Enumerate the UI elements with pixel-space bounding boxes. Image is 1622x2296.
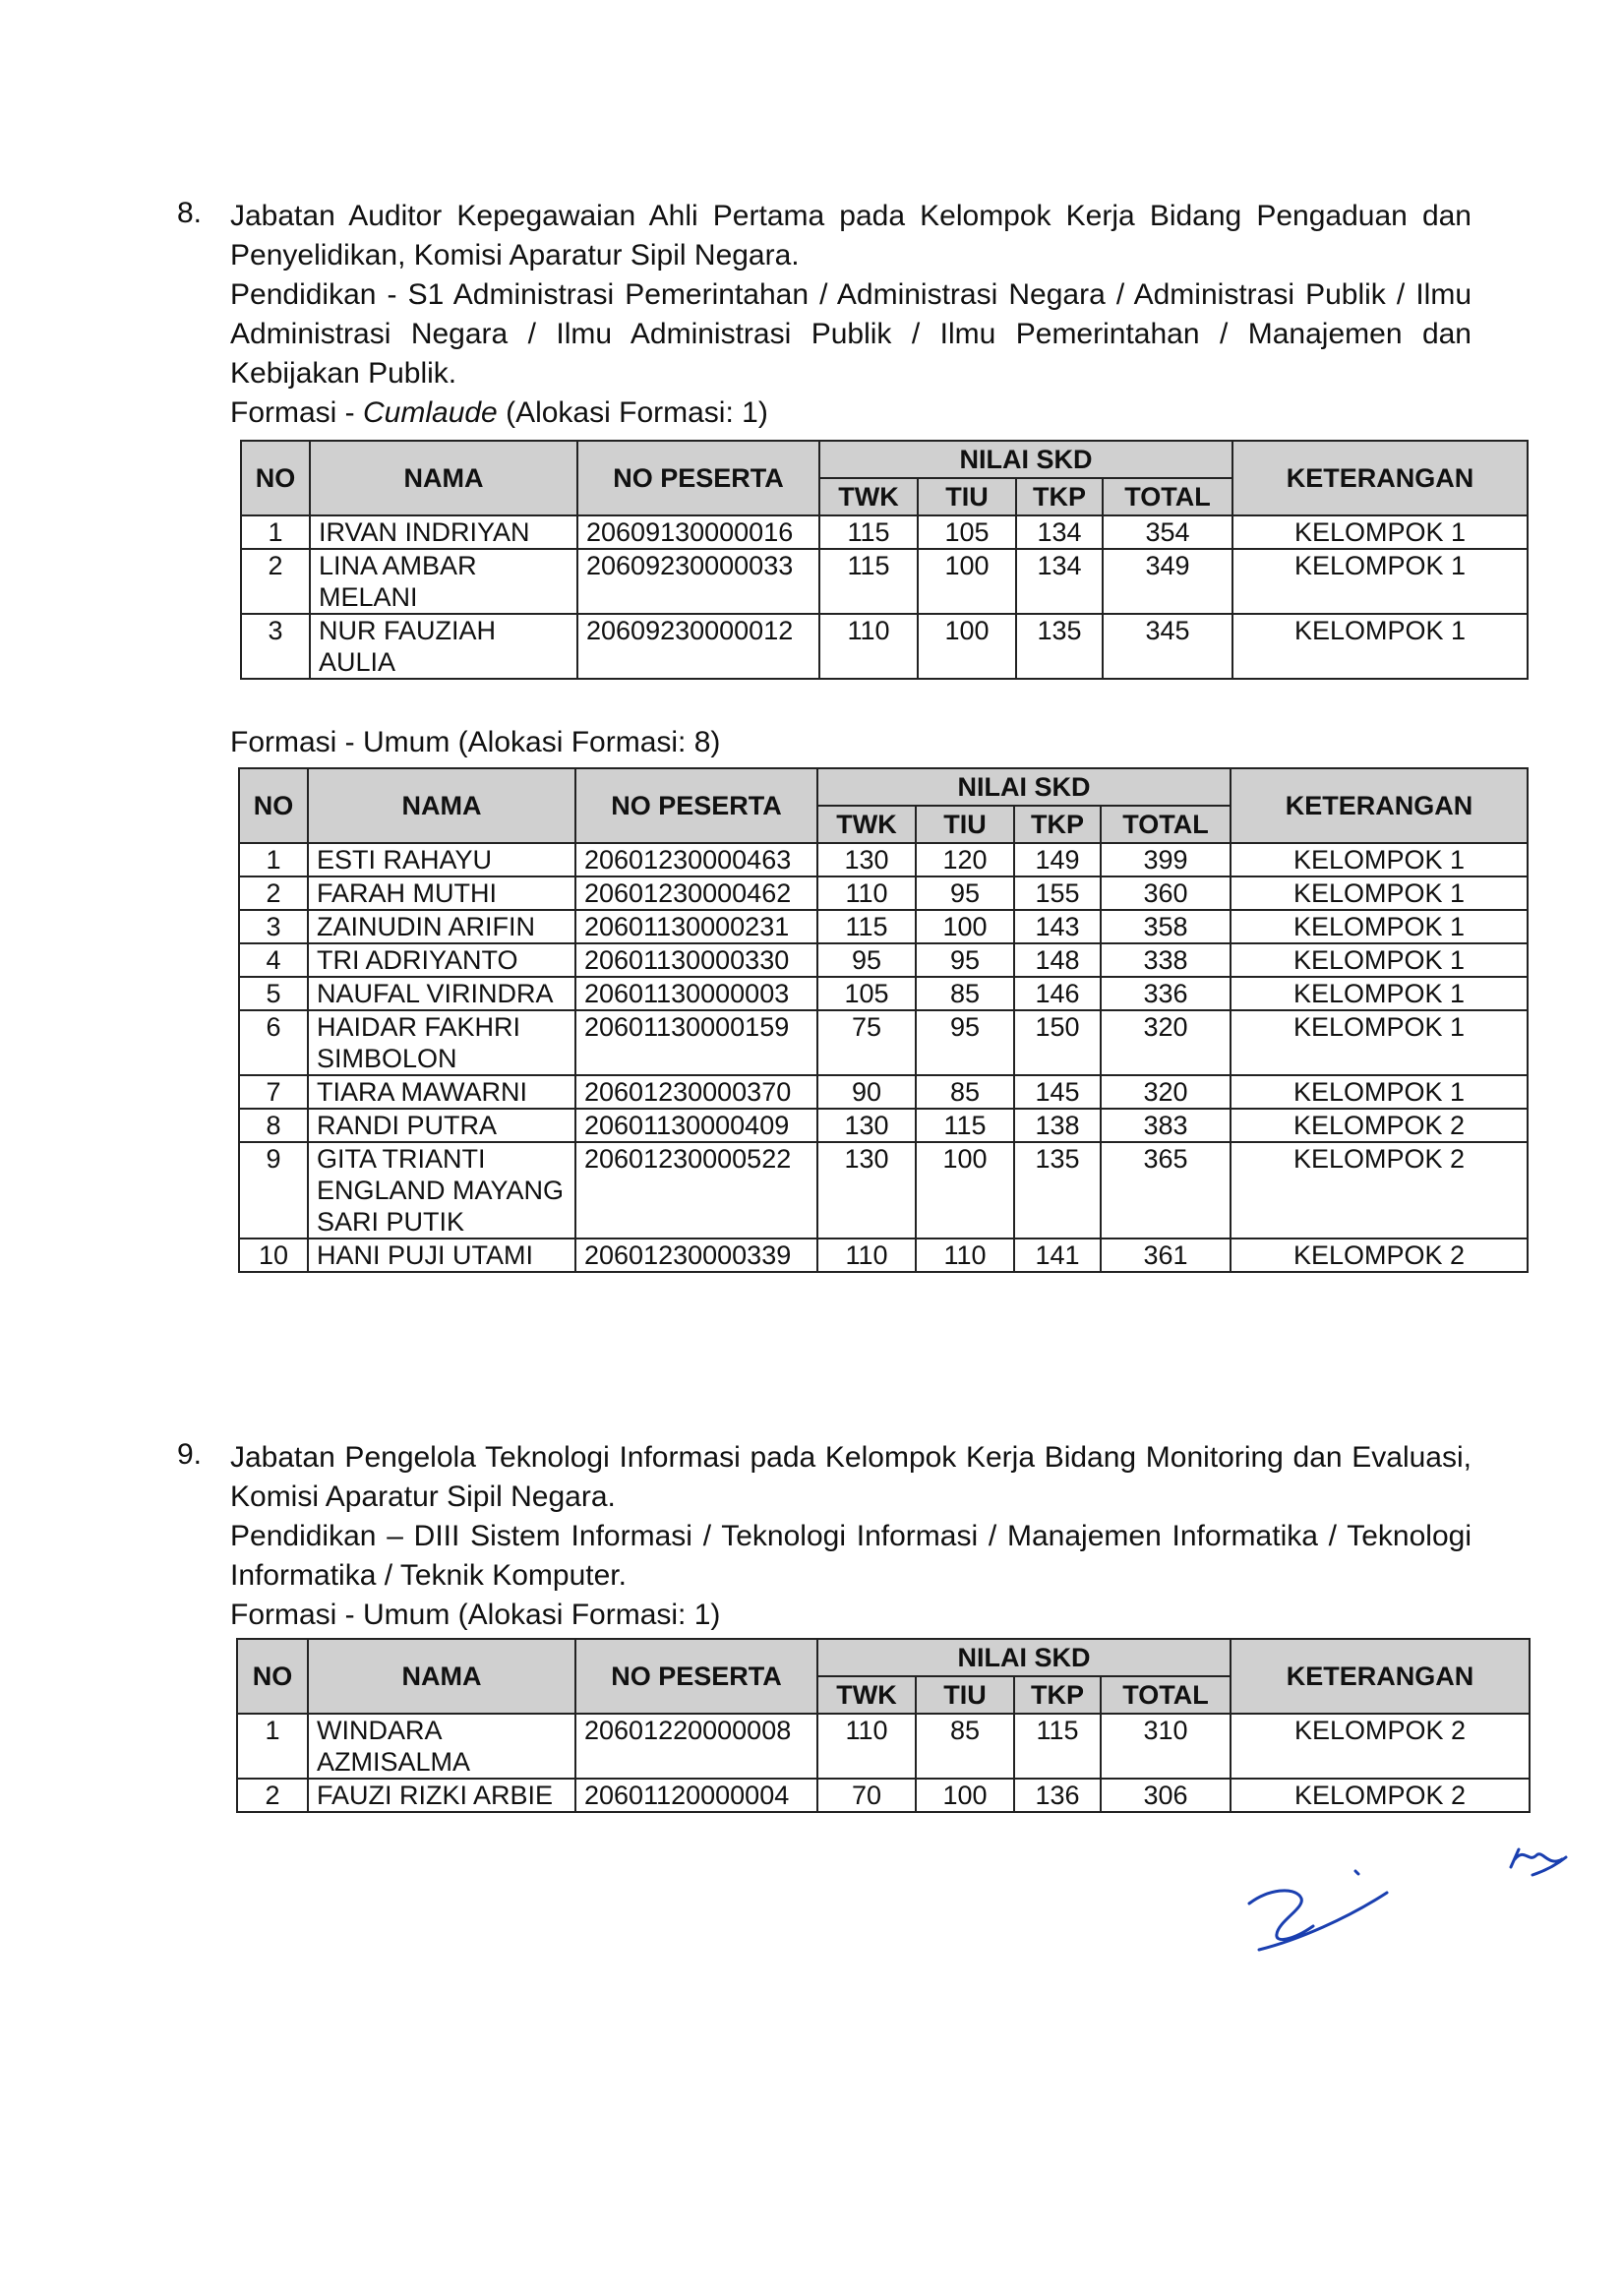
cell-keterangan: KELOMPOK 2 <box>1231 1142 1528 1239</box>
cell-no: 7 <box>239 1075 308 1109</box>
cell-tiu: 115 <box>916 1109 1014 1142</box>
table-row <box>239 1142 1528 1239</box>
cell-tiu: 95 <box>916 1010 1014 1075</box>
cell-no-peserta: 20601230000339 <box>575 1239 817 1272</box>
header-keterangan: KETERANGAN <box>1231 1639 1530 1714</box>
cell-no: 5 <box>239 977 308 1010</box>
header-no: NO <box>237 1639 308 1714</box>
cell-no: 2 <box>241 549 310 614</box>
cell-keterangan: KELOMPOK 1 <box>1232 515 1528 549</box>
cell-tkp: 145 <box>1014 1075 1101 1109</box>
cell-tiu: 105 <box>918 515 1016 549</box>
cell-no: 2 <box>239 876 308 910</box>
cell-keterangan: KELOMPOK 1 <box>1231 1075 1528 1109</box>
header-total: TOTAL <box>1101 806 1231 843</box>
formasi-label: Formasi - Umum (Alokasi Formasi: 1) <box>230 1599 721 1631</box>
cell-keterangan: KELOMPOK 1 <box>1231 1010 1528 1075</box>
cell-tkp: 150 <box>1014 1010 1101 1075</box>
cell-total: 360 <box>1101 876 1231 910</box>
header-tkp: TKP <box>1014 806 1101 843</box>
cell-tkp: 138 <box>1014 1109 1101 1142</box>
header-no: NO <box>241 441 310 515</box>
cell-tiu: 100 <box>916 1779 1014 1812</box>
header-nilai-skd: NILAI SKD <box>819 441 1232 478</box>
cell-twk: 75 <box>817 1010 916 1075</box>
cell-tkp: 135 <box>1014 1142 1101 1239</box>
header-twk: TWK <box>817 806 916 843</box>
section-number: 9. <box>177 1438 203 1471</box>
cell-twk: 105 <box>817 977 916 1010</box>
header-nama: NAMA <box>310 441 577 515</box>
cell-no: 1 <box>239 843 308 876</box>
cell-keterangan: KELOMPOK 1 <box>1231 943 1528 977</box>
formasi-label: Formasi - Cumlaude (Alokasi Formasi: 1) <box>230 396 768 429</box>
cell-tkp: 149 <box>1014 843 1101 876</box>
jabatan-text: Jabatan Pengelola Teknologi Informasi pada Kelompok Kerja Bidang Monitoring dan Evaluasi, Komisi Aparatur Sipil Negara. <box>230 1441 1472 1513</box>
cell-no-peserta: 20601130000231 <box>575 910 817 943</box>
signature-mark <box>1239 1849 1397 1958</box>
table-row <box>239 876 1528 910</box>
cell-nama: TIARA MAWARNI <box>308 1075 575 1109</box>
header-nilai-skd: NILAI SKD <box>817 768 1231 806</box>
cell-tiu: 85 <box>916 977 1014 1010</box>
table-row <box>241 614 1528 679</box>
cell-nama: LINA AMBAR MELANI <box>310 549 577 614</box>
cell-no: 2 <box>237 1779 308 1812</box>
table-row <box>239 910 1528 943</box>
header-tiu: TIU <box>916 1676 1014 1714</box>
cell-no: 10 <box>239 1239 308 1272</box>
cell-total: 338 <box>1101 943 1231 977</box>
table-row <box>237 1779 1530 1812</box>
cell-no: 4 <box>239 943 308 977</box>
results-table-umum <box>238 767 1529 1273</box>
cell-nama: NAUFAL VIRINDRA <box>308 977 575 1010</box>
cell-no: 9 <box>239 1142 308 1239</box>
cell-tiu: 120 <box>916 843 1014 876</box>
header-tiu: TIU <box>916 806 1014 843</box>
section-text <box>230 197 1472 433</box>
cell-twk: 115 <box>819 549 918 614</box>
header-twk: TWK <box>819 478 918 515</box>
cell-keterangan: KELOMPOK 1 <box>1232 549 1528 614</box>
pendidikan-text: Pendidikan - S1 Administrasi Pemerintahan / Administrasi Negara / Administrasi Publik / Ilmu Administrasi Negara / Ilmu Administrasi Publik / Ilmu Pemerintahan / Manajemen dan Kebijakan Publik. <box>230 278 1472 390</box>
table-row <box>239 1239 1528 1272</box>
header-tkp: TKP <box>1016 478 1103 515</box>
initial-mark <box>1503 1838 1572 1887</box>
cell-twk: 115 <box>819 515 918 549</box>
cell-no: 8 <box>239 1109 308 1142</box>
cell-no-peserta: 20609230000033 <box>577 549 819 614</box>
header-total: TOTAL <box>1101 1676 1231 1714</box>
cell-tiu: 100 <box>916 1142 1014 1239</box>
cell-keterangan: KELOMPOK 1 <box>1231 910 1528 943</box>
table-row <box>241 549 1528 614</box>
cell-keterangan: KELOMPOK 1 <box>1231 843 1528 876</box>
cell-tiu: 95 <box>916 876 1014 910</box>
cell-keterangan: KELOMPOK 1 <box>1231 876 1528 910</box>
header-tkp: TKP <box>1014 1676 1101 1714</box>
cell-nama: NUR FAUZIAH AULIA <box>310 614 577 679</box>
cell-tiu: 85 <box>916 1714 1014 1779</box>
header-nama: NAMA <box>308 768 575 843</box>
header-nilai-skd: NILAI SKD <box>817 1639 1231 1676</box>
cell-no-peserta: 20601230000462 <box>575 876 817 910</box>
results-table-section-9 <box>236 1638 1531 1813</box>
cell-tiu: 110 <box>916 1239 1014 1272</box>
jabatan-text: Jabatan Auditor Kepegawaian Ahli Pertama pada Kelompok Kerja Bidang Pengaduan dan Penyelidikan, Komisi Aparatur Sipil Negara. <box>230 200 1472 272</box>
cell-tkp: 115 <box>1014 1714 1101 1779</box>
cell-twk: 70 <box>817 1779 916 1812</box>
cell-nama: RANDI PUTRA <box>308 1109 575 1142</box>
section-text <box>230 1438 1472 1635</box>
cell-tkp: 135 <box>1016 614 1103 679</box>
cell-total: 345 <box>1103 614 1232 679</box>
cell-tiu: 95 <box>916 943 1014 977</box>
cell-tiu: 85 <box>916 1075 1014 1109</box>
cell-twk: 110 <box>817 1239 916 1272</box>
cell-twk: 130 <box>817 1109 916 1142</box>
cell-total: 361 <box>1101 1239 1231 1272</box>
cell-total: 349 <box>1103 549 1232 614</box>
cell-tkp: 136 <box>1014 1779 1101 1812</box>
cell-no-peserta: 20601230000370 <box>575 1075 817 1109</box>
cell-no-peserta: 20601220000008 <box>575 1714 817 1779</box>
cell-keterangan: KELOMPOK 1 <box>1231 977 1528 1010</box>
table-row <box>241 515 1528 549</box>
cell-twk: 130 <box>817 1142 916 1239</box>
cell-no-peserta: 20601130000409 <box>575 1109 817 1142</box>
section-number: 8. <box>177 197 203 229</box>
cell-no-peserta: 20601230000463 <box>575 843 817 876</box>
cell-tkp: 134 <box>1016 515 1103 549</box>
cell-nama: HANI PUJI UTAMI <box>308 1239 575 1272</box>
header-no-peserta: NO PESERTA <box>575 1639 817 1714</box>
cell-twk: 90 <box>817 1075 916 1109</box>
cell-tiu: 100 <box>916 910 1014 943</box>
table-row <box>239 1010 1528 1075</box>
cell-tkp: 148 <box>1014 943 1101 977</box>
cell-nama: ESTI RAHAYU <box>308 843 575 876</box>
header-keterangan: KETERANGAN <box>1231 768 1528 843</box>
cell-no-peserta: 20609130000016 <box>577 515 819 549</box>
cell-total: 358 <box>1101 910 1231 943</box>
cell-nama: HAIDAR FAKHRI SIMBOLON <box>308 1010 575 1075</box>
cell-total: 320 <box>1101 1075 1231 1109</box>
formasi-label: Formasi - Umum (Alokasi Formasi: 8) <box>230 726 721 758</box>
cell-keterangan: KELOMPOK 2 <box>1231 1779 1530 1812</box>
cell-no: 1 <box>241 515 310 549</box>
cell-keterangan: KELOMPOK 2 <box>1231 1714 1530 1779</box>
cell-twk: 110 <box>819 614 918 679</box>
cell-keterangan: KELOMPOK 2 <box>1231 1239 1528 1272</box>
cell-tkp: 141 <box>1014 1239 1101 1272</box>
header-no: NO <box>239 768 308 843</box>
cell-no: 3 <box>241 614 310 679</box>
cell-total: 310 <box>1101 1714 1231 1779</box>
cell-total: 383 <box>1101 1109 1231 1142</box>
table-row <box>239 977 1528 1010</box>
cell-no-peserta: 20601130000159 <box>575 1010 817 1075</box>
cell-no-peserta: 20601130000330 <box>575 943 817 977</box>
cell-no: 3 <box>239 910 308 943</box>
cell-nama: ZAINUDIN ARIFIN <box>308 910 575 943</box>
cell-total: 306 <box>1101 1779 1231 1812</box>
table-row <box>239 943 1528 977</box>
cell-tkp: 146 <box>1014 977 1101 1010</box>
header-twk: TWK <box>817 1676 916 1714</box>
header-no-peserta: NO PESERTA <box>575 768 817 843</box>
cell-tiu: 100 <box>918 614 1016 679</box>
cell-tkp: 155 <box>1014 876 1101 910</box>
table-row <box>237 1714 1530 1779</box>
cell-no-peserta: 20601230000522 <box>575 1142 817 1239</box>
table-row <box>239 843 1528 876</box>
cell-no: 6 <box>239 1010 308 1075</box>
cell-nama: GITA TRIANTI ENGLAND MAYANG SARI PUTIK <box>308 1142 575 1239</box>
cell-total: 365 <box>1101 1142 1231 1239</box>
cell-no: 1 <box>237 1714 308 1779</box>
cell-total: 399 <box>1101 843 1231 876</box>
cell-tkp: 143 <box>1014 910 1101 943</box>
cell-twk: 110 <box>817 1714 916 1779</box>
cell-tiu: 100 <box>918 549 1016 614</box>
results-table-cumlaude <box>240 440 1529 680</box>
cell-nama: FARAH MUTHI <box>308 876 575 910</box>
cell-nama: FAUZI RIZKI ARBIE <box>308 1779 575 1812</box>
header-total: TOTAL <box>1103 478 1232 515</box>
table-row <box>239 1109 1528 1142</box>
cell-nama: WINDARA AZMISALMA <box>308 1714 575 1779</box>
header-tiu: TIU <box>918 478 1016 515</box>
pendidikan-text: Pendidikan – DIII Sistem Informasi / Teknologi Informasi / Manajemen Informatika / Teknologi Informatika / Teknik Komputer. <box>230 1520 1472 1592</box>
cell-twk: 95 <box>817 943 916 977</box>
cell-keterangan: KELOMPOK 1 <box>1232 614 1528 679</box>
cell-tkp: 134 <box>1016 549 1103 614</box>
cell-nama: TRI ADRIYANTO <box>308 943 575 977</box>
cell-twk: 110 <box>817 876 916 910</box>
header-nama: NAMA <box>308 1639 575 1714</box>
cell-nama: IRVAN INDRIYAN <box>310 515 577 549</box>
cell-keterangan: KELOMPOK 2 <box>1231 1109 1528 1142</box>
table-row <box>239 1075 1528 1109</box>
header-keterangan: KETERANGAN <box>1232 441 1528 515</box>
cell-twk: 115 <box>817 910 916 943</box>
cell-total: 336 <box>1101 977 1231 1010</box>
cell-total: 354 <box>1103 515 1232 549</box>
cell-no-peserta: 20601130000003 <box>575 977 817 1010</box>
cell-no-peserta: 20609230000012 <box>577 614 819 679</box>
cell-twk: 130 <box>817 843 916 876</box>
header-no-peserta: NO PESERTA <box>577 441 819 515</box>
cell-total: 320 <box>1101 1010 1231 1075</box>
cell-no-peserta: 20601120000004 <box>575 1779 817 1812</box>
